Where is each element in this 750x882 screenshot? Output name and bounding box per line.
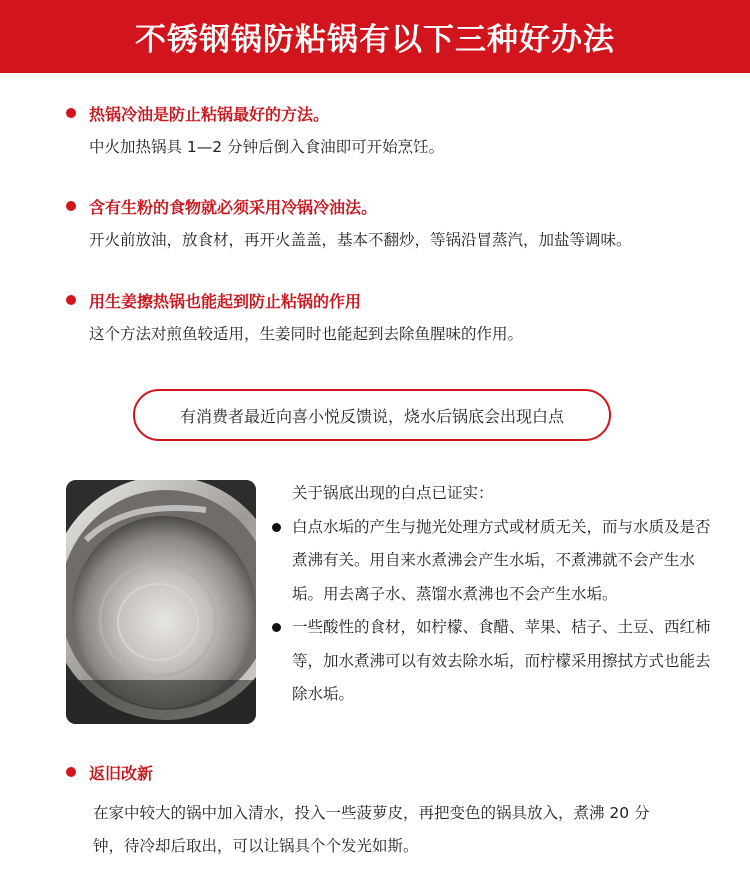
title-banner: [0, 0, 750, 73]
tip-1: [66, 101, 444, 157]
facts-item-text: 白点水垢的产生与抛光处理方式或材质无关，而与水质及是否煮沸有关。用自来水煮沸会产生水垢，不煮沸就不会产生水垢。用去离子水、蒸馏水煮沸也不会产生水垢。: [292, 517, 711, 603]
bullet-icon: [66, 201, 76, 211]
bullet-icon: [66, 295, 76, 305]
notice-text: 有消费者最近向喜小悦反馈说，烧水后锅底会出现白点: [179, 406, 564, 426]
notice-pill: [133, 389, 611, 441]
tip-title: 含有生粉的食物就必须采用冷锅冷油法。: [89, 197, 378, 217]
renew-title: 返旧改新: [89, 763, 154, 783]
pan-illustration: [66, 480, 256, 724]
bullet-icon: [272, 623, 281, 632]
tip-text: 这个方法对煎鱼较适用，生姜同时也能起到去除鱼腥味的作用。: [89, 325, 524, 343]
tip-text: 中火加热锅具 1—2 分钟后倒入食油即可开始烹饪。: [89, 138, 445, 156]
tip-2: [66, 194, 632, 250]
bullet-icon: [66, 767, 76, 777]
facts-item: [272, 511, 712, 612]
tip-title: 用生姜擦热锅也能起到防止粘锅的作用: [89, 291, 362, 311]
bullet-icon: [272, 523, 281, 532]
facts-intro: 关于锅底出现的白点已证实：: [292, 484, 494, 502]
tip-3: [66, 288, 523, 344]
facts-item-text: 一些酸性的食材，如柠檬、食醋、苹果、桔子、土豆、西红柿等，加水煮沸可以有效去除水垢，而柠檬采用擦拭方式也能去除水垢。: [292, 618, 711, 703]
bullet-icon: [66, 108, 76, 118]
page-title: 不锈钢锅防粘锅有以下三种好办法: [135, 22, 615, 58]
facts-section: [272, 477, 712, 712]
renew-text: 在家中较大的锅中加入清水，投入一些菠萝皮，再把变色的锅具放入，煮沸 20 分钟，待冷却后取出，可以让锅具个个发光如斯。: [93, 804, 650, 855]
tip-title: 热锅冷油是防止粘锅最好的方法。: [89, 104, 330, 124]
tip-text: 开火前放油，放食材，再开火盖盖，基本不翻炒，等锅沿冒蒸汽，加盐等调味。: [89, 231, 632, 249]
renew-section: [66, 760, 673, 863]
facts-item: [272, 611, 712, 712]
pan-photo: [66, 480, 256, 724]
